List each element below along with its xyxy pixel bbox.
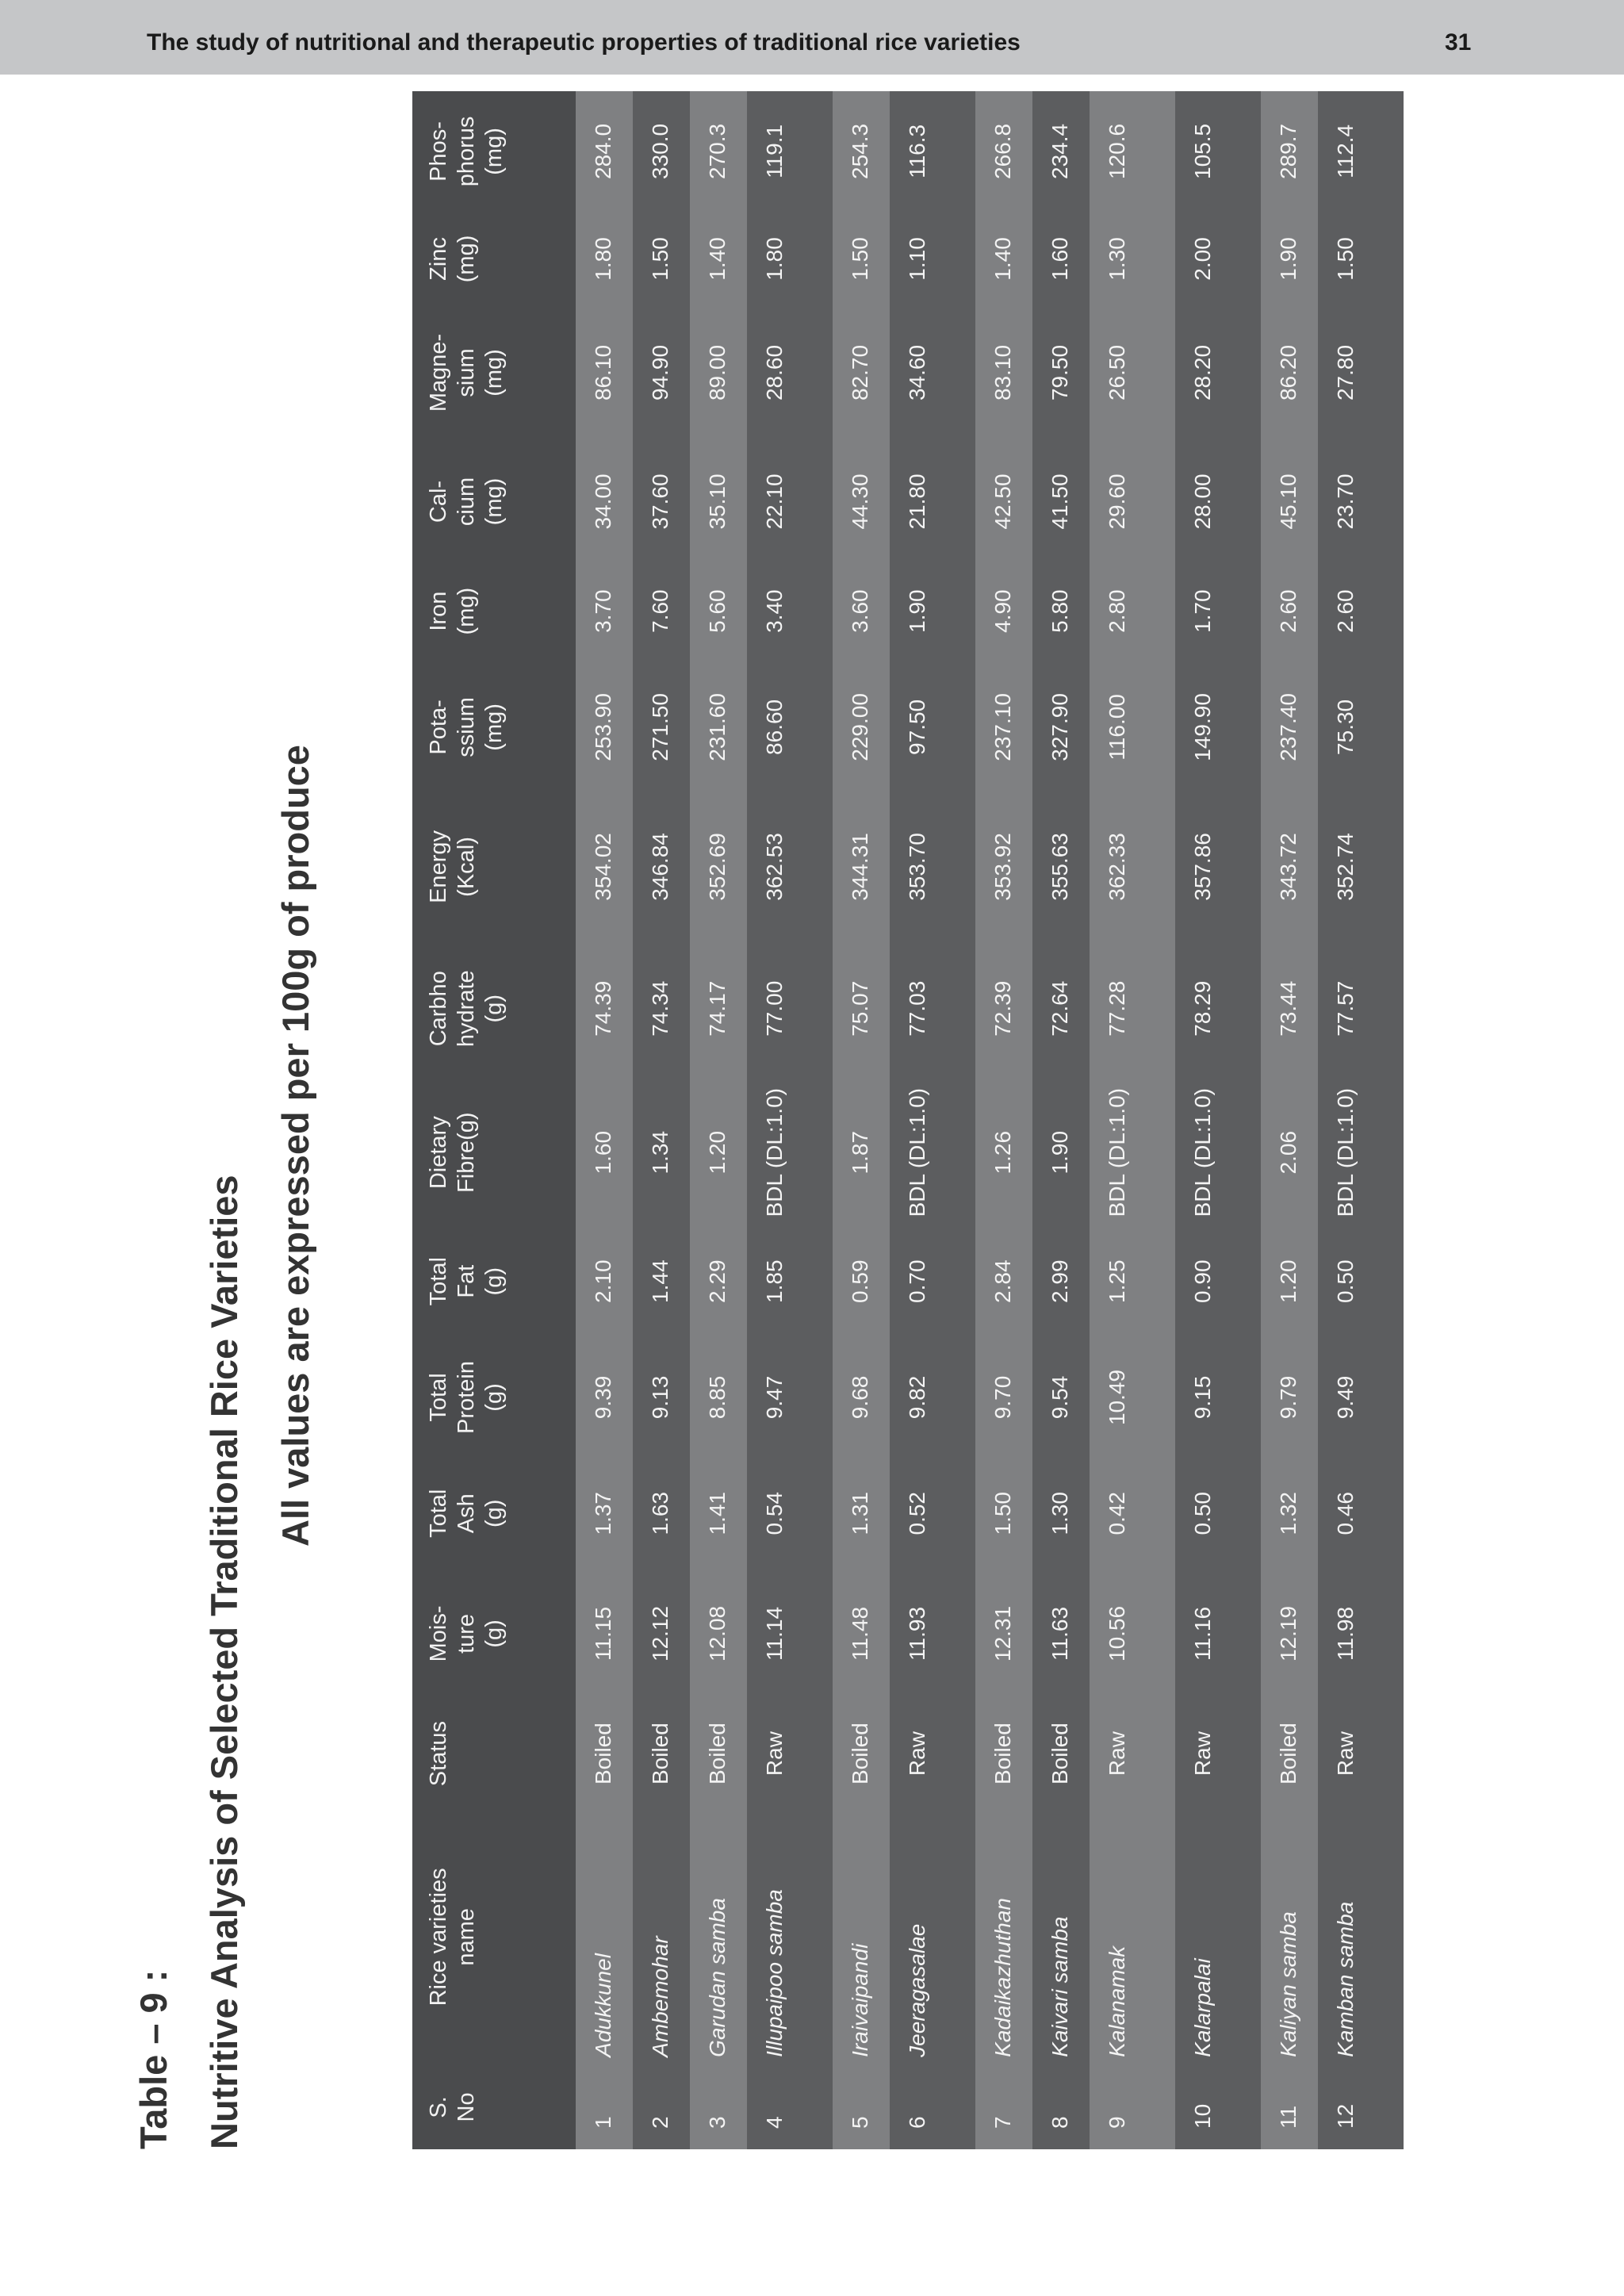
table-cell: 2.10	[576, 1225, 633, 1337]
table-cell: 21.80	[890, 439, 975, 564]
table-cell: 362.33	[1090, 796, 1175, 938]
table-cell: 116.3	[890, 91, 975, 212]
column-header	[412, 1225, 576, 1337]
column-header	[412, 1698, 576, 1809]
table-cell: 327.90	[1032, 658, 1090, 795]
table-cell: 5.60	[690, 564, 747, 658]
column-header-line: (mg)	[481, 703, 507, 751]
column-header	[412, 212, 576, 306]
table-cell: 2.00	[1175, 212, 1261, 306]
table-cell: 78.29	[1175, 937, 1261, 1079]
column-header-line: No	[454, 2092, 479, 2122]
table-cell: 72.39	[975, 937, 1032, 1079]
column-header-line: Total	[426, 1257, 451, 1306]
table-cell: 9.68	[833, 1337, 890, 1458]
table-cell: BDL (DL:1.0)	[1318, 1079, 1404, 1225]
table-cell: 12.12	[633, 1570, 690, 1699]
column-header-line: hydrate	[454, 970, 479, 1048]
table-cell: 28.60	[747, 306, 833, 439]
table-row	[690, 91, 747, 2149]
table-cell: 1.20	[1261, 1225, 1318, 1337]
table-cell: 82.70	[833, 306, 890, 439]
table-cell: 254.3	[833, 91, 890, 212]
column-header-line: Ash	[454, 1493, 479, 1534]
table-cell: 284.0	[576, 91, 633, 212]
table-cell: 74.34	[633, 937, 690, 1079]
table-cell: 11.93	[890, 1570, 975, 1699]
serial-number-cell: 7	[975, 2065, 1032, 2149]
table-cell: 9.49	[1318, 1337, 1404, 1458]
table-cell: 10.56	[1090, 1570, 1175, 1699]
column-header	[412, 2065, 576, 2149]
table-cell: 9.54	[1032, 1337, 1090, 1458]
nutrition-table	[412, 91, 1404, 2149]
table-cell: 0.70	[890, 1225, 975, 1337]
table-cell: 1.80	[576, 212, 633, 306]
table-cell: 11.15	[576, 1570, 633, 1699]
column-header-line: Energy	[426, 830, 451, 903]
table-cell: 2.84	[975, 1225, 1032, 1337]
table-cell: 44.30	[833, 439, 890, 564]
table-cell: 353.70	[890, 796, 975, 938]
column-header	[412, 1809, 576, 2065]
table-cell: 1.31	[833, 1458, 890, 1570]
column-header-line: Zinc	[426, 237, 451, 281]
table-cell: Raw	[1318, 1698, 1404, 1809]
table-cell: 266.8	[975, 91, 1032, 212]
table-label: Table – 9 :	[132, 1969, 174, 2149]
column-header-line: Iron	[426, 591, 451, 631]
table-cell: 289.7	[1261, 91, 1318, 212]
table-cell: 1.41	[690, 1458, 747, 1570]
column-header-line: S.	[426, 2096, 451, 2118]
table-row	[747, 91, 833, 2149]
table-cell: 3.70	[576, 564, 633, 658]
table-title: Nutritive Analysis of Selected Traditional Rice Varieties	[203, 1175, 245, 2149]
table-cell: BDL (DL:1.0)	[1090, 1079, 1175, 1225]
table-cell: Raw	[890, 1698, 975, 1809]
column-header-line: Total	[426, 1373, 451, 1422]
table-cell: 229.00	[833, 658, 890, 795]
table-cell: Boiled	[975, 1698, 1032, 1809]
table-cell: 120.6	[1090, 91, 1175, 212]
table-cell: 37.60	[633, 439, 690, 564]
table-cell: 77.03	[890, 937, 975, 1079]
variety-name-cell: Ambemohar	[633, 1809, 690, 2065]
column-header-line: (g)	[481, 1619, 507, 1648]
serial-number-cell: 4	[747, 2065, 833, 2149]
table-cell: 352.74	[1318, 796, 1404, 938]
column-header-line: Fibre(g)	[454, 1112, 479, 1193]
variety-name-cell: Kadaikazhuthan	[975, 1809, 1032, 2065]
table-cell: 11.48	[833, 1570, 890, 1699]
table-cell: 41.50	[1032, 439, 1090, 564]
table-cell: 0.90	[1175, 1225, 1261, 1337]
table-cell: 77.28	[1090, 937, 1175, 1079]
table-cell: 86.10	[576, 306, 633, 439]
table-cell: 77.00	[747, 937, 833, 1079]
table-cell: 2.60	[1318, 564, 1404, 658]
table-cell: 11.14	[747, 1570, 833, 1699]
table-cell: 94.90	[633, 306, 690, 439]
table-cell: 9.79	[1261, 1337, 1318, 1458]
table-cell: 105.5	[1175, 91, 1261, 212]
variety-name-cell: Garudan samba	[690, 1809, 747, 2065]
table-cell: 352.69	[690, 796, 747, 938]
table-cell: 8.85	[690, 1337, 747, 1458]
table-cell: 1.50	[1318, 212, 1404, 306]
table-cell: 11.16	[1175, 1570, 1261, 1699]
table-cell: 45.10	[1261, 439, 1318, 564]
table-cell: 346.84	[633, 796, 690, 938]
table-cell: Raw	[1090, 1698, 1175, 1809]
table-cell: 3.60	[833, 564, 890, 658]
table-row	[833, 91, 890, 2149]
table-cell: 237.40	[1261, 658, 1318, 795]
variety-name-cell: Kaivari samba	[1032, 1809, 1090, 2065]
variety-name-cell: Kalarpalai	[1175, 1809, 1261, 2065]
table-cell: 237.10	[975, 658, 1032, 795]
column-header-line: Carbho	[426, 971, 451, 1047]
variety-name-cell: Jeeragasalae	[890, 1809, 975, 2065]
table-cell: 10.49	[1090, 1337, 1175, 1458]
column-header-line: Mois-	[426, 1605, 451, 1662]
table-cell: 9.82	[890, 1337, 975, 1458]
table-cell: 0.52	[890, 1458, 975, 1570]
table-cell: 149.90	[1175, 658, 1261, 795]
variety-name-cell: Illupaipoo samba	[747, 1809, 833, 2065]
table-cell: 1.50	[833, 212, 890, 306]
table-cell: 1.10	[890, 212, 975, 306]
column-header-line: Phos-	[426, 121, 451, 182]
column-header	[412, 1570, 576, 1699]
column-header-line: (mg)	[454, 587, 479, 635]
table-cell: 1.90	[890, 564, 975, 658]
table-cell: Boiled	[1261, 1698, 1318, 1809]
column-header-line: Status	[426, 1720, 451, 1787]
table-cell: 75.07	[833, 937, 890, 1079]
serial-number-cell: 6	[890, 2065, 975, 2149]
table-cell: 1.20	[690, 1079, 747, 1225]
serial-number-cell: 10	[1175, 2065, 1261, 2149]
table-row	[1032, 91, 1090, 2149]
table-cell: 28.20	[1175, 306, 1261, 439]
table-cell: Boiled	[576, 1698, 633, 1809]
serial-number-cell: 9	[1090, 2065, 1175, 2149]
column-header-line: cium	[454, 477, 479, 527]
table-cell: 2.29	[690, 1225, 747, 1337]
table-row	[890, 91, 975, 2149]
table-cell: 357.86	[1175, 796, 1261, 938]
variety-name-cell: Kalanamak	[1090, 1809, 1175, 2065]
table-cell: 119.1	[747, 91, 833, 212]
column-header-line: Protein	[454, 1361, 479, 1434]
column-header	[412, 439, 576, 564]
column-header	[412, 937, 576, 1079]
column-header-line: Magne-	[426, 333, 451, 412]
serial-number-cell: 1	[576, 2065, 633, 2149]
table-cell: 1.90	[1032, 1079, 1090, 1225]
column-header	[412, 1458, 576, 1570]
table-cell: 112.4	[1318, 91, 1404, 212]
table-cell: Boiled	[833, 1698, 890, 1809]
serial-number-cell: 12	[1318, 2065, 1404, 2149]
table-cell: Boiled	[633, 1698, 690, 1809]
column-header-line: (mg)	[481, 349, 507, 397]
serial-number-cell: 11	[1261, 2065, 1318, 2149]
table-cell: 1.90	[1261, 212, 1318, 306]
column-header	[412, 564, 576, 658]
table-cell: 28.00	[1175, 439, 1261, 564]
table-cell: 11.98	[1318, 1570, 1404, 1699]
table-cell: 355.63	[1032, 796, 1090, 938]
table-cell: 2.06	[1261, 1079, 1318, 1225]
table-row	[576, 91, 633, 2149]
table-cell: 79.50	[1032, 306, 1090, 439]
table-cell: 12.08	[690, 1570, 747, 1699]
table-cell: 97.50	[890, 658, 975, 795]
table-cell: 0.54	[747, 1458, 833, 1570]
column-header-line: Cal-	[426, 480, 451, 523]
table-cell: 2.60	[1261, 564, 1318, 658]
table-cell: 35.10	[690, 439, 747, 564]
table-cell: 83.10	[975, 306, 1032, 439]
table-cell: 270.3	[690, 91, 747, 212]
column-header-line: sium	[454, 348, 479, 397]
column-header-line: (mg)	[454, 235, 479, 283]
table-cell: 12.31	[975, 1570, 1032, 1699]
table-cell: 4.90	[975, 564, 1032, 658]
table-cell: 9.39	[576, 1337, 633, 1458]
variety-name-cell: Iraivaipandi	[833, 1809, 890, 2065]
table-cell: 1.63	[633, 1458, 690, 1570]
variety-name-cell: Kamban samba	[1318, 1809, 1404, 2065]
table-cell: 343.72	[1261, 796, 1318, 938]
serial-number-cell: 5	[833, 2065, 890, 2149]
table-cell: 86.60	[747, 658, 833, 795]
table-cell: 9.70	[975, 1337, 1032, 1458]
table-cell: 253.90	[576, 658, 633, 795]
table-cell: 1.60	[1032, 212, 1090, 306]
table-cell: 74.39	[576, 937, 633, 1079]
table-cell: 1.50	[975, 1458, 1032, 1570]
table-cell: 1.80	[747, 212, 833, 306]
column-header-line: name	[454, 1908, 479, 1966]
table-cell: 1.60	[576, 1079, 633, 1225]
table-cell: 2.99	[1032, 1225, 1090, 1337]
table-cell: 1.32	[1261, 1458, 1318, 1570]
table-cell: 1.37	[576, 1458, 633, 1570]
column-header-line: (g)	[481, 1499, 507, 1527]
table-cell: 116.00	[1090, 658, 1175, 795]
table-cell: 1.40	[690, 212, 747, 306]
column-header-line: phorus	[454, 116, 479, 187]
table-cell: Boiled	[690, 1698, 747, 1809]
column-header	[412, 1079, 576, 1225]
table-cell: 9.13	[633, 1337, 690, 1458]
table-cell: 42.50	[975, 439, 1032, 564]
table-cell: 0.46	[1318, 1458, 1404, 1570]
table-cell: 12.19	[1261, 1570, 1318, 1699]
table-cell: 1.30	[1090, 212, 1175, 306]
table-cell: 0.50	[1175, 1458, 1261, 1570]
table-cell: 0.59	[833, 1225, 890, 1337]
table-cell: 89.00	[690, 306, 747, 439]
serial-number-cell: 8	[1032, 2065, 1090, 2149]
table-cell: 74.17	[690, 937, 747, 1079]
running-title: The study of nutritional and therapeutic properties of traditional rice varieties	[147, 29, 1021, 56]
table-body	[576, 91, 1404, 2149]
table-cell: 27.80	[1318, 306, 1404, 439]
table-cell: 0.42	[1090, 1458, 1175, 1570]
table-cell: 2.80	[1090, 564, 1175, 658]
table-cell: 5.80	[1032, 564, 1090, 658]
table-cell: 1.34	[633, 1079, 690, 1225]
table-cell: 23.70	[1318, 439, 1404, 564]
table-cell: Raw	[1175, 1698, 1261, 1809]
variety-name-cell: Adukkunel	[576, 1809, 633, 2065]
page-number: 31	[1445, 29, 1472, 56]
table-cell: 72.64	[1032, 937, 1090, 1079]
table-cell: 9.47	[747, 1337, 833, 1458]
column-header	[412, 796, 576, 938]
table-row	[975, 91, 1032, 2149]
rotated-table-region	[127, 0, 1491, 2177]
table-cell: 1.25	[1090, 1225, 1175, 1337]
table-cell: 34.00	[576, 439, 633, 564]
table-cell: 234.4	[1032, 91, 1090, 212]
column-header	[412, 91, 576, 212]
table-cell: 34.60	[890, 306, 975, 439]
table-cell: 86.20	[1261, 306, 1318, 439]
table-row	[633, 91, 690, 2149]
table-cell: 0.50	[1318, 1225, 1404, 1337]
column-header-line: Total	[426, 1489, 451, 1538]
column-header-line: (Kcal)	[454, 837, 479, 897]
table-cell: BDL (DL:1.0)	[890, 1079, 975, 1225]
table-cell: BDL (DL:1.0)	[1175, 1079, 1261, 1225]
table-cell: Raw	[747, 1698, 833, 1809]
table-cell: 1.85	[747, 1225, 833, 1337]
table-cell: 344.31	[833, 796, 890, 938]
table-row	[1175, 91, 1261, 2149]
column-header	[412, 306, 576, 439]
table-cell: 29.60	[1090, 439, 1175, 564]
column-header-line: (g)	[481, 1267, 507, 1296]
table-row	[1318, 91, 1404, 2149]
table-cell: 1.40	[975, 212, 1032, 306]
serial-number-cell: 3	[690, 2065, 747, 2149]
column-header-line: (g)	[481, 995, 507, 1023]
column-header-line: ssium	[454, 697, 479, 757]
column-header	[412, 1337, 576, 1458]
table-row	[1090, 91, 1175, 2149]
table-cell: 22.10	[747, 439, 833, 564]
table-cell: 1.87	[833, 1079, 890, 1225]
table-cell: 77.57	[1318, 937, 1404, 1079]
column-header-line: (mg)	[481, 128, 507, 175]
table-cell: BDL (DL:1.0)	[747, 1079, 833, 1225]
table-cell: 1.30	[1032, 1458, 1090, 1570]
table-cell: 1.50	[633, 212, 690, 306]
table-header-row	[412, 91, 576, 2149]
table-cell: 11.63	[1032, 1570, 1090, 1699]
table-cell: 353.92	[975, 796, 1032, 938]
table-cell: 26.50	[1090, 306, 1175, 439]
column-header-line: (g)	[481, 1383, 507, 1412]
column-header-line: Dietary	[426, 1116, 451, 1190]
table-cell: Boiled	[1032, 1698, 1090, 1809]
column-header-line: Pota-	[426, 700, 451, 755]
column-header-line: Fat	[454, 1264, 479, 1298]
table-cell: 231.60	[690, 658, 747, 795]
table-row	[1261, 91, 1318, 2149]
table-cell: 362.53	[747, 796, 833, 938]
table-cell: 3.40	[747, 564, 833, 658]
column-header-line: Rice varieties	[426, 1868, 451, 2007]
table-cell: 1.26	[975, 1079, 1032, 1225]
table-cell: 1.44	[633, 1225, 690, 1337]
table-cell: 330.0	[633, 91, 690, 212]
table-cell: 7.60	[633, 564, 690, 658]
table-cell: 271.50	[633, 658, 690, 795]
column-header-line: ture	[454, 1613, 479, 1654]
table-cell: 354.02	[576, 796, 633, 938]
table-cell: 73.44	[1261, 937, 1318, 1079]
table-subtitle: All values are expressed per 100g of produce	[274, 745, 316, 1547]
table-cell: 9.15	[1175, 1337, 1261, 1458]
variety-name-cell: Kaliyan samba	[1261, 1809, 1318, 2065]
column-header	[412, 658, 576, 795]
column-header-line: (mg)	[481, 477, 507, 526]
table-cell: 1.70	[1175, 564, 1261, 658]
serial-number-cell: 2	[633, 2065, 690, 2149]
table-cell: 75.30	[1318, 658, 1404, 795]
